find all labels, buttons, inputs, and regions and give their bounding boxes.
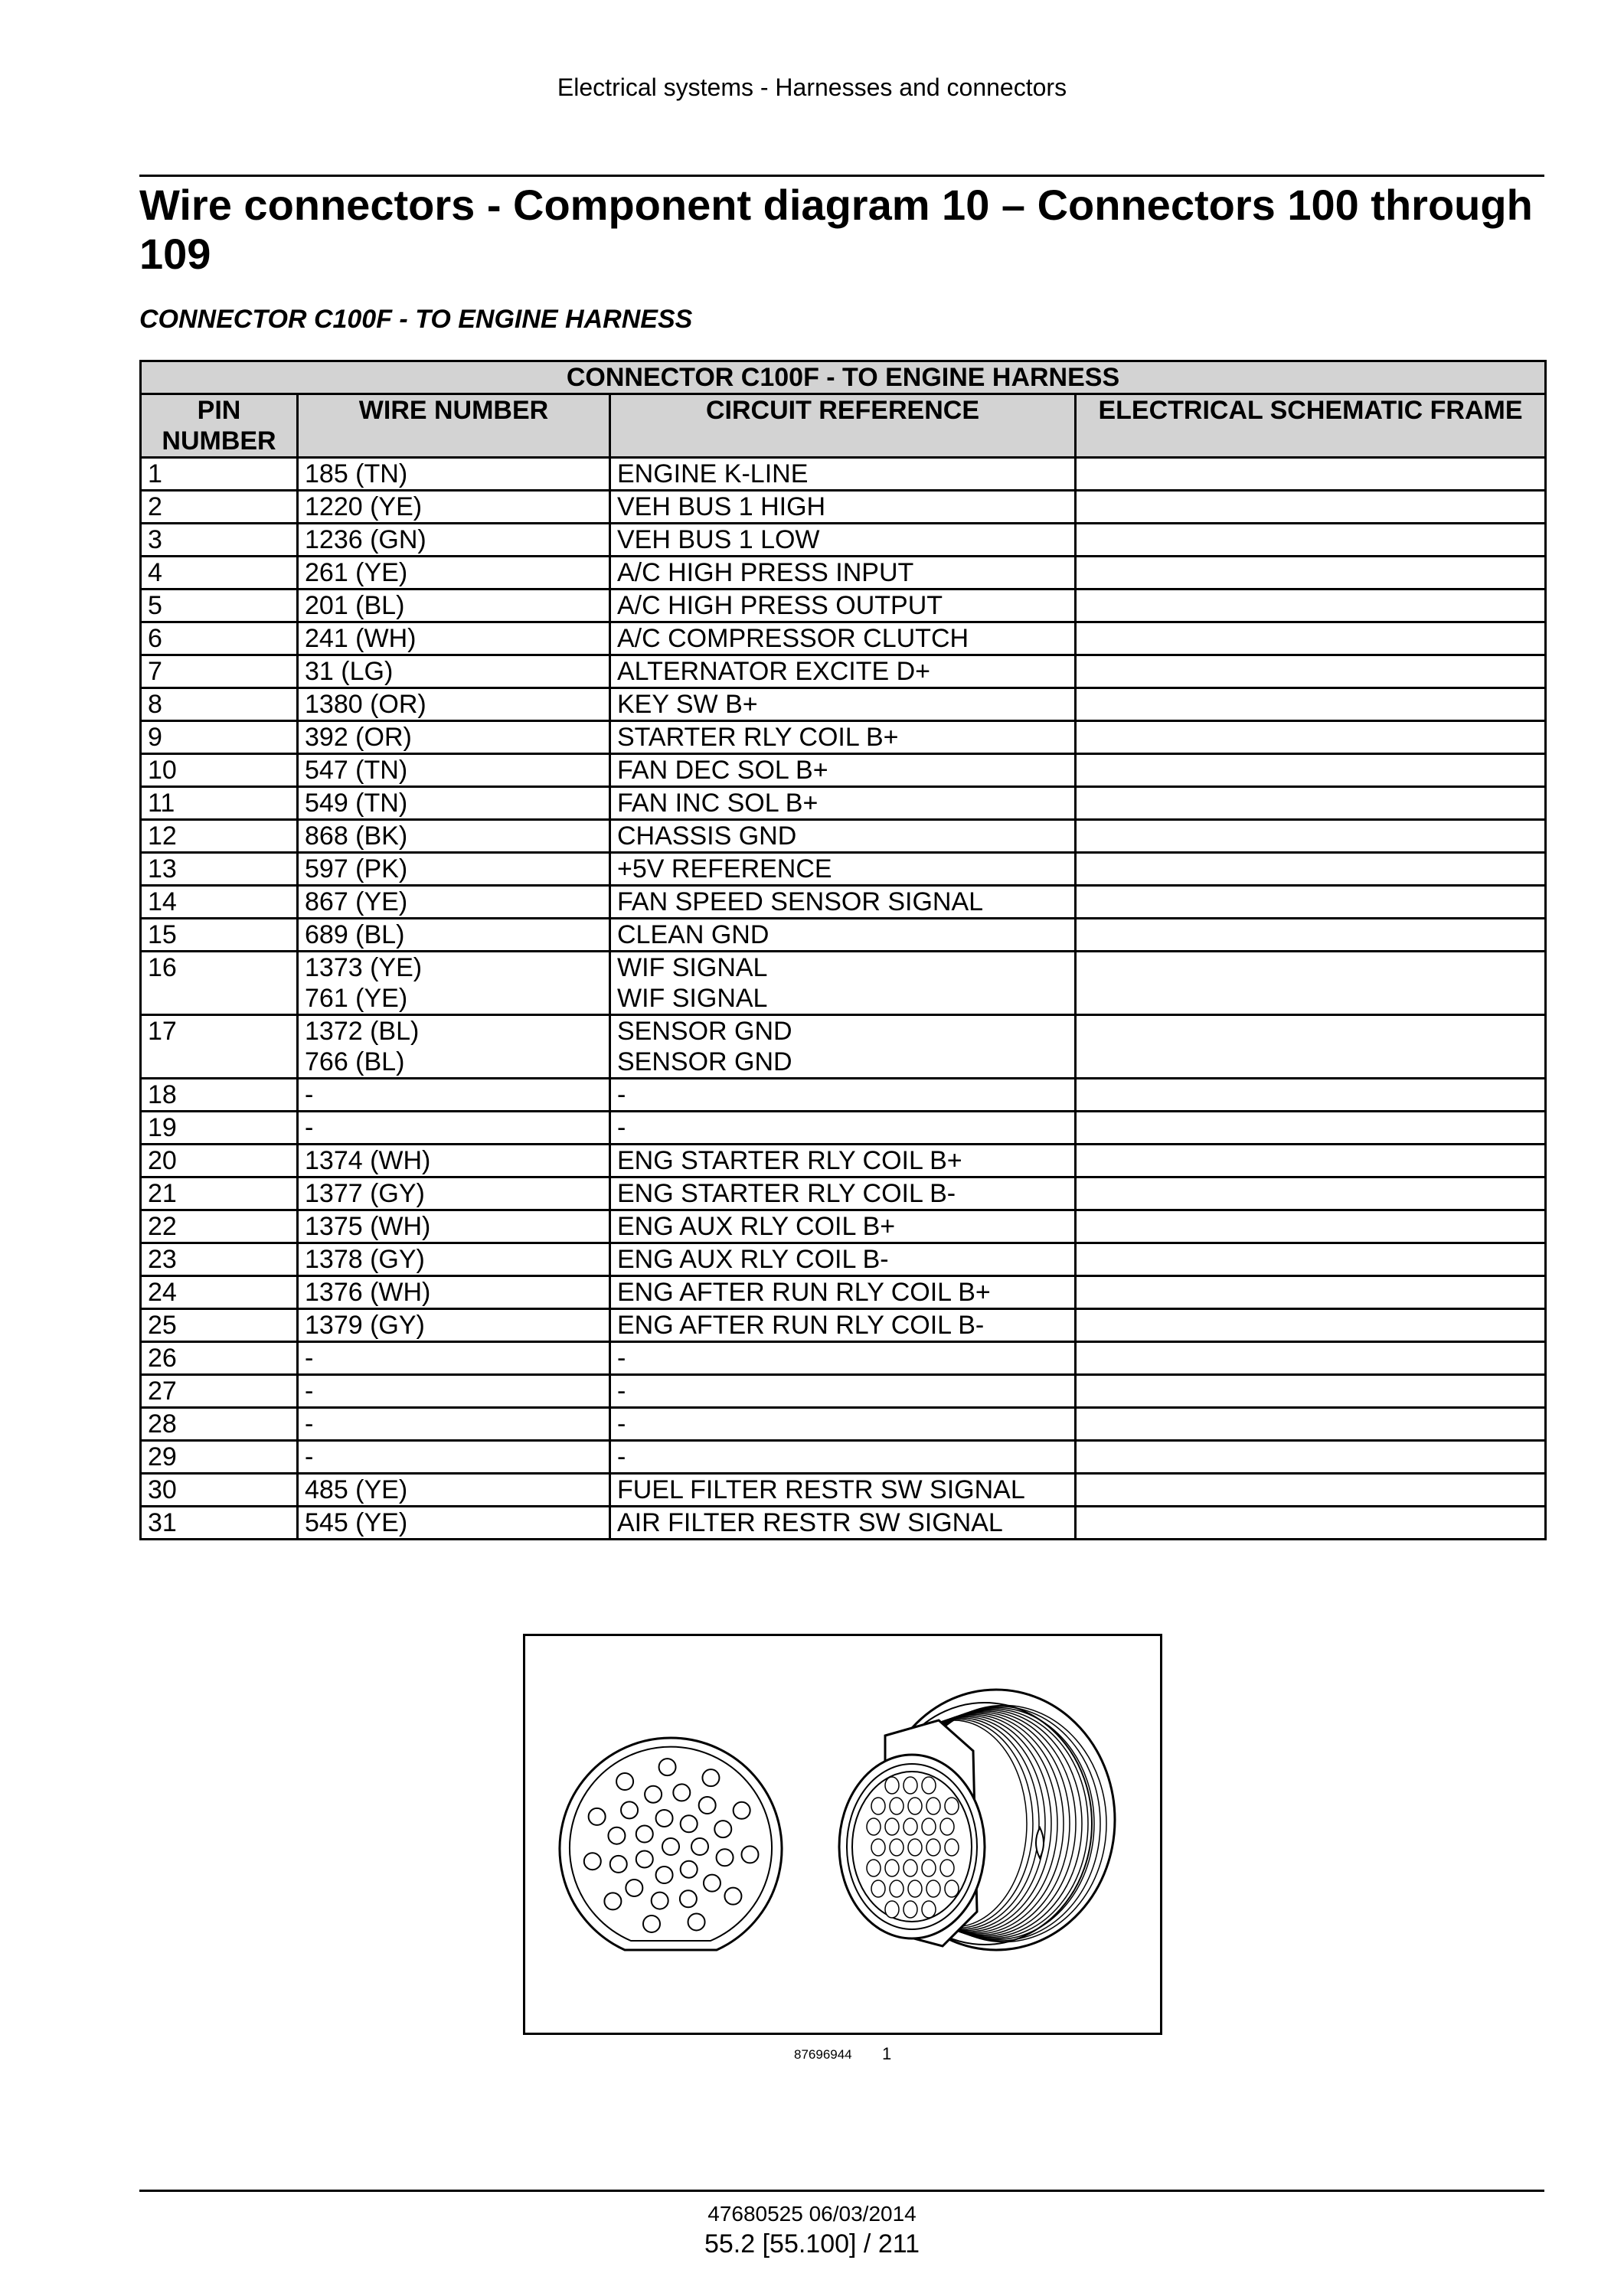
- circuit-line: SENSOR GND: [617, 1047, 792, 1076]
- pin-cell: 20: [141, 1145, 298, 1177]
- wire-line: 1374 (WH): [305, 1146, 431, 1175]
- pin-cell: 27: [141, 1375, 298, 1408]
- circuit-line: KEY SW B+: [617, 690, 758, 719]
- frame-cell: [1076, 1342, 1546, 1375]
- frame-cell: [1076, 557, 1546, 590]
- table-row: [141, 952, 1546, 1015]
- table-row: [141, 820, 1546, 853]
- wire-cell: [298, 458, 610, 491]
- frame-cell: [1076, 622, 1546, 655]
- wire-line: -: [305, 1409, 314, 1439]
- pin-cell: 21: [141, 1177, 298, 1210]
- frame-cell: [1076, 590, 1546, 622]
- circuit-cell: [610, 1441, 1076, 1474]
- circuit-line: A/C HIGH PRESS INPUT: [617, 558, 914, 587]
- column-header-frame: ELECTRICAL SCHEMATIC FRAME: [1076, 394, 1546, 458]
- wire-line: 1380 (OR): [305, 690, 426, 719]
- circuit-line: A/C HIGH PRESS OUTPUT: [617, 591, 943, 620]
- footer-page-ref: 55.2 [55.100] / 211: [704, 2229, 920, 2258]
- wire-cell: [298, 524, 610, 557]
- frame-cell: [1076, 491, 1546, 524]
- frame-cell: [1076, 820, 1546, 853]
- table-row: [141, 1210, 1546, 1243]
- circuit-cell: [610, 1276, 1076, 1309]
- wire-line: 761 (YE): [305, 984, 408, 1013]
- table-caption: CONNECTOR C100F - TO ENGINE HARNESS: [141, 361, 1546, 394]
- wire-line: -: [305, 1344, 314, 1373]
- table-row: [141, 1243, 1546, 1276]
- circuit-cell: [610, 787, 1076, 820]
- circuit-line: CLEAN GND: [617, 920, 770, 949]
- circuit-cell: [610, 688, 1076, 721]
- column-header-pin: PIN NUMBER: [141, 394, 298, 458]
- pin-cell: 16: [141, 952, 298, 1015]
- wire-cell: [298, 1408, 610, 1441]
- circuit-line: ALTERNATOR EXCITE D+: [617, 657, 931, 686]
- wire-cell: [298, 1342, 610, 1375]
- circuit-line: +5V REFERENCE: [617, 854, 832, 883]
- wire-line: 241 (WH): [305, 624, 417, 653]
- wire-cell: [298, 787, 610, 820]
- table-row: [141, 1276, 1546, 1309]
- table-row: [141, 886, 1546, 919]
- frame-cell: [1076, 1210, 1546, 1243]
- circuit-cell: [610, 754, 1076, 787]
- pin-cell: 9: [141, 721, 298, 754]
- wire-line: -: [305, 1377, 314, 1406]
- wire-line: 1220 (YE): [305, 492, 423, 521]
- table-row: [141, 1408, 1546, 1441]
- frame-cell: [1076, 1408, 1546, 1441]
- circuit-line: CHASSIS GND: [617, 821, 797, 851]
- circuit-cell: [610, 919, 1076, 952]
- table-row: [141, 919, 1546, 952]
- table-row: [141, 491, 1546, 524]
- pin-cell: 14: [141, 886, 298, 919]
- wire-cell: [298, 1375, 610, 1408]
- wire-line: 868 (BK): [305, 821, 408, 851]
- connector-body-isometric-icon: [839, 1690, 1115, 1950]
- frame-cell: [1076, 1112, 1546, 1145]
- circuit-line: -: [617, 1080, 626, 1109]
- circuit-cell: [610, 886, 1076, 919]
- wire-line: -: [305, 1442, 314, 1471]
- table-row: [141, 853, 1546, 886]
- footer-rule: [139, 2190, 1544, 2192]
- pin-cell: 8: [141, 688, 298, 721]
- pin-cell: 13: [141, 853, 298, 886]
- frame-cell: [1076, 1309, 1546, 1342]
- table-row: [141, 622, 1546, 655]
- circuit-cell: [610, 1015, 1076, 1079]
- running-header: Electrical systems - Harnesses and connectors: [557, 73, 1067, 101]
- wire-cell: [298, 491, 610, 524]
- circuit-cell: [610, 952, 1076, 1015]
- wire-line: 597 (PK): [305, 854, 408, 883]
- pin-cell: 30: [141, 1474, 298, 1507]
- circuit-cell: [610, 853, 1076, 886]
- circuit-line: WIF SIGNAL: [617, 984, 768, 1013]
- table-row: [141, 721, 1546, 754]
- wire-cell: [298, 557, 610, 590]
- wire-line: -: [305, 1113, 314, 1142]
- circuit-cell: [610, 590, 1076, 622]
- header-rule: [139, 175, 1544, 177]
- wire-cell: [298, 919, 610, 952]
- frame-cell: [1076, 787, 1546, 820]
- wire-cell: [298, 1177, 610, 1210]
- circuit-cell: [610, 458, 1076, 491]
- wire-line: 261 (YE): [305, 558, 408, 587]
- circuit-cell: [610, 1375, 1076, 1408]
- circuit-cell: [610, 1309, 1076, 1342]
- table-row: [141, 1309, 1546, 1342]
- figure-number: 1: [882, 2044, 892, 2063]
- frame-cell: [1076, 1177, 1546, 1210]
- circuit-line: ENG AUX RLY COIL B+: [617, 1212, 896, 1241]
- pin-cell: 1: [141, 458, 298, 491]
- column-header-wire: WIRE NUMBER: [298, 394, 610, 458]
- frame-cell: [1076, 524, 1546, 557]
- wire-cell: [298, 1210, 610, 1243]
- wire-cell: [298, 1441, 610, 1474]
- circuit-cell: [610, 557, 1076, 590]
- circuit-line: STARTER RLY COIL B+: [617, 723, 899, 752]
- connector-figure: [523, 1634, 1162, 2035]
- wire-line: 1373 (YE): [305, 953, 423, 982]
- wire-line: 549 (TN): [305, 789, 408, 818]
- wire-cell: [298, 1507, 610, 1540]
- circuit-line: VEH BUS 1 LOW: [617, 525, 820, 554]
- frame-cell: [1076, 655, 1546, 688]
- frame-cell: [1076, 1507, 1546, 1540]
- column-header-circuit: CIRCUIT REFERENCE: [610, 394, 1076, 458]
- pin-cell: 22: [141, 1210, 298, 1243]
- circuit-line: FAN INC SOL B+: [617, 789, 819, 818]
- circuit-line: VEH BUS 1 HIGH: [617, 492, 826, 521]
- circuit-cell: [610, 1243, 1076, 1276]
- circuit-line: ENG AFTER RUN RLY COIL B-: [617, 1311, 985, 1340]
- wire-line: 1236 (GN): [305, 525, 426, 554]
- circuit-line: SENSOR GND: [617, 1017, 792, 1046]
- frame-cell: [1076, 1015, 1546, 1079]
- circuit-line: FAN DEC SOL B+: [617, 756, 828, 785]
- frame-cell: [1076, 1375, 1546, 1408]
- table-row: [141, 1112, 1546, 1145]
- table-row: [141, 1015, 1546, 1079]
- circuit-cell: [610, 721, 1076, 754]
- table-row: [141, 1342, 1546, 1375]
- footer-doc-ref: 47680525 06/03/2014: [707, 2202, 917, 2226]
- table-row: [141, 1441, 1546, 1474]
- circuit-line: -: [617, 1409, 626, 1439]
- table-row: [141, 557, 1546, 590]
- wire-cell: [298, 1145, 610, 1177]
- table-row: [141, 688, 1546, 721]
- frame-cell: [1076, 1474, 1546, 1507]
- wire-cell: [298, 952, 610, 1015]
- wire-cell: [298, 1474, 610, 1507]
- circuit-line: ENGINE K-LINE: [617, 459, 809, 488]
- frame-cell: [1076, 853, 1546, 886]
- pin-cell: 31: [141, 1507, 298, 1540]
- circuit-cell: [610, 1210, 1076, 1243]
- pin-cell: 11: [141, 787, 298, 820]
- section-heading: CONNECTOR C100F - TO ENGINE HARNESS: [139, 305, 693, 334]
- pin-cell: 25: [141, 1309, 298, 1342]
- wire-cell: [298, 853, 610, 886]
- pin-cell: 5: [141, 590, 298, 622]
- frame-cell: [1076, 1145, 1546, 1177]
- wire-line: 689 (BL): [305, 920, 405, 949]
- pin-cell: 23: [141, 1243, 298, 1276]
- frame-cell: [1076, 721, 1546, 754]
- wire-line: 867 (YE): [305, 887, 408, 916]
- table-row: [141, 1079, 1546, 1112]
- circuit-cell: [610, 1342, 1076, 1375]
- circuit-cell: [610, 1112, 1076, 1145]
- pin-cell: 7: [141, 655, 298, 688]
- wire-line: 1372 (BL): [305, 1017, 420, 1046]
- wire-cell: [298, 688, 610, 721]
- table-row: [141, 754, 1546, 787]
- circuit-cell: [610, 524, 1076, 557]
- circuit-cell: [610, 491, 1076, 524]
- pin-cell: 15: [141, 919, 298, 952]
- table-row: [141, 1507, 1546, 1540]
- table-row: [141, 1177, 1546, 1210]
- wire-line: 485 (YE): [305, 1475, 408, 1504]
- pin-cell: 19: [141, 1112, 298, 1145]
- wire-line: 1378 (GY): [305, 1245, 425, 1274]
- pin-cell: 29: [141, 1441, 298, 1474]
- circuit-cell: [610, 1145, 1076, 1177]
- wire-line: 1375 (WH): [305, 1212, 431, 1241]
- wire-cell: [298, 1112, 610, 1145]
- table-row: [141, 1145, 1546, 1177]
- wire-cell: [298, 622, 610, 655]
- wire-line: 766 (BL): [305, 1047, 405, 1076]
- circuit-cell: [610, 1408, 1076, 1441]
- circuit-line: -: [617, 1113, 626, 1142]
- pin-cell: 3: [141, 524, 298, 557]
- frame-cell: [1076, 1079, 1546, 1112]
- wire-cell: [298, 590, 610, 622]
- wire-cell: [298, 1243, 610, 1276]
- wire-cell: [298, 1309, 610, 1342]
- table-row: [141, 1474, 1546, 1507]
- circuit-line: AIR FILTER RESTR SW SIGNAL: [617, 1508, 1003, 1537]
- wire-line: 1377 (GY): [305, 1179, 425, 1208]
- circuit-cell: [610, 1507, 1076, 1540]
- circuit-line: -: [617, 1377, 626, 1406]
- table-row: [141, 458, 1546, 491]
- wire-cell: [298, 886, 610, 919]
- circuit-cell: [610, 655, 1076, 688]
- circuit-line: -: [617, 1442, 626, 1471]
- wire-cell: [298, 1079, 610, 1112]
- circuit-line: ENG AFTER RUN RLY COIL B+: [617, 1278, 991, 1307]
- circuit-line: WIF SIGNAL: [617, 953, 768, 982]
- pin-cell: 4: [141, 557, 298, 590]
- table-row: [141, 590, 1546, 622]
- wire-cell: [298, 820, 610, 853]
- frame-cell: [1076, 919, 1546, 952]
- wire-cell: [298, 1015, 610, 1079]
- wire-line: 1379 (GY): [305, 1311, 425, 1340]
- wire-line: 1376 (WH): [305, 1278, 431, 1307]
- frame-cell: [1076, 952, 1546, 1015]
- wire-line: 201 (BL): [305, 591, 405, 620]
- frame-cell: [1076, 886, 1546, 919]
- figure-id: 87696944: [794, 2047, 852, 2062]
- pin-cell: 12: [141, 820, 298, 853]
- circuit-line: A/C COMPRESSOR CLUTCH: [617, 624, 969, 653]
- circuit-line: ENG AUX RLY COIL B-: [617, 1245, 889, 1274]
- table-row: [141, 1375, 1546, 1408]
- circuit-cell: [610, 1177, 1076, 1210]
- connector-table: [139, 360, 1547, 1540]
- frame-cell: [1076, 1243, 1546, 1276]
- pin-cell: 6: [141, 622, 298, 655]
- frame-cell: [1076, 1441, 1546, 1474]
- wire-line: 545 (YE): [305, 1508, 408, 1537]
- pin-cell: 2: [141, 491, 298, 524]
- table-body: [141, 458, 1546, 1540]
- table-row: [141, 655, 1546, 688]
- table-row: [141, 524, 1546, 557]
- wire-cell: [298, 754, 610, 787]
- circuit-line: FAN SPEED SENSOR SIGNAL: [617, 887, 984, 916]
- circuit-cell: [610, 820, 1076, 853]
- pin-cell: 18: [141, 1079, 298, 1112]
- wire-cell: [298, 721, 610, 754]
- wire-line: 185 (TN): [305, 459, 408, 488]
- pin-cell: 10: [141, 754, 298, 787]
- pin-cell: 28: [141, 1408, 298, 1441]
- pin-cell: 26: [141, 1342, 298, 1375]
- wire-cell: [298, 655, 610, 688]
- wire-line: 392 (OR): [305, 723, 412, 752]
- frame-cell: [1076, 688, 1546, 721]
- circuit-line: -: [617, 1344, 626, 1373]
- wire-line: -: [305, 1080, 314, 1109]
- connector-face-pinout-icon: [560, 1738, 782, 1950]
- circuit-line: ENG STARTER RLY COIL B+: [617, 1146, 962, 1175]
- wire-line: 31 (LG): [305, 657, 394, 686]
- circuit-cell: [610, 1474, 1076, 1507]
- pin-cell: 17: [141, 1015, 298, 1079]
- circuit-line: ENG STARTER RLY COIL B-: [617, 1179, 956, 1208]
- frame-cell: [1076, 754, 1546, 787]
- circuit-cell: [610, 622, 1076, 655]
- circuit-line: FUEL FILTER RESTR SW SIGNAL: [617, 1475, 1025, 1504]
- page-title: Wire connectors - Component diagram 10 – Connectors 100 through 109: [139, 181, 1533, 278]
- table-row: [141, 787, 1546, 820]
- frame-cell: [1076, 1276, 1546, 1309]
- circuit-cell: [610, 1079, 1076, 1112]
- wire-cell: [298, 1276, 610, 1309]
- pin-cell: 24: [141, 1276, 298, 1309]
- wire-line: 547 (TN): [305, 756, 408, 785]
- frame-cell: [1076, 458, 1546, 491]
